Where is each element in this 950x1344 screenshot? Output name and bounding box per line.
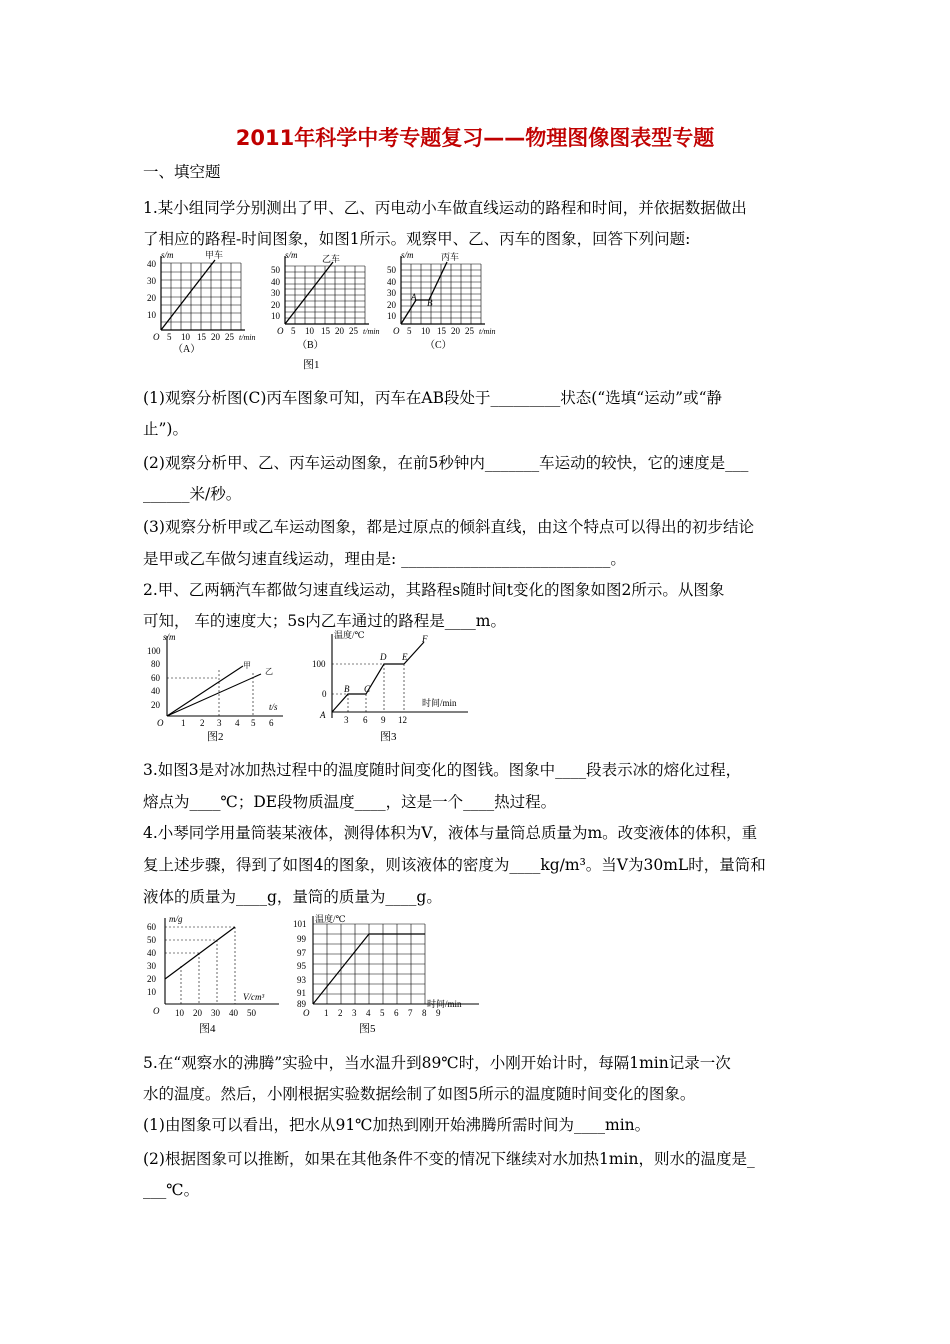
svg-text:15: 15 xyxy=(321,326,330,336)
q1-part1-b: 止”)。 xyxy=(143,420,188,438)
svg-text:6: 6 xyxy=(363,715,368,725)
svg-text:3: 3 xyxy=(344,715,349,725)
svg-text:t/s: t/s xyxy=(269,702,278,712)
svg-text:t/min: t/min xyxy=(363,327,380,336)
svg-text:5: 5 xyxy=(380,1008,385,1018)
page-title: 2011年科学中考专题复习——物理图像图表型专题 xyxy=(235,126,715,150)
svg-text:s/m: s/m xyxy=(161,250,174,260)
svg-text:30: 30 xyxy=(387,288,396,298)
svg-text:O: O xyxy=(157,718,164,728)
svg-text:40: 40 xyxy=(147,259,156,269)
svg-text:时间/min: 时间/min xyxy=(422,698,457,708)
figure-2-caption: 图2 xyxy=(207,731,224,742)
svg-text:1: 1 xyxy=(181,718,186,728)
svg-text:乙: 乙 xyxy=(265,667,273,676)
q3-text-1: 3.如图3是对冰加热过程中的温度随时间变化的图钱。图象中____段表示冰的熔化过程， xyxy=(143,761,742,779)
svg-text:E: E xyxy=(402,652,408,662)
svg-text:20: 20 xyxy=(451,326,460,336)
svg-text:6: 6 xyxy=(269,718,274,728)
svg-text:甲车: 甲车 xyxy=(205,250,224,260)
svg-text:25: 25 xyxy=(465,326,474,336)
svg-text:15: 15 xyxy=(437,326,446,336)
svg-text:12: 12 xyxy=(398,715,407,725)
svg-text:（B）: （B） xyxy=(297,340,324,351)
svg-text:温度/℃: 温度/℃ xyxy=(315,914,346,924)
svg-text:40: 40 xyxy=(229,1008,238,1018)
svg-text:101: 101 xyxy=(293,919,307,929)
svg-text:91: 91 xyxy=(297,988,306,998)
figure-4 xyxy=(143,912,283,1036)
q2-text-2: 可知， 车的速度大；5s内乙车通过的路程是____m。 xyxy=(143,612,506,630)
svg-text:乙车: 乙车 xyxy=(322,254,341,264)
svg-text:30: 30 xyxy=(147,276,156,286)
svg-text:7: 7 xyxy=(408,1008,413,1018)
svg-text:50: 50 xyxy=(247,1008,256,1018)
figure-1 xyxy=(143,248,503,370)
q5-part2-a: (2)根据图象可以推断，如果在其他条件不变的情况下继续对水加热1min，则水的温度是_ xyxy=(143,1150,755,1168)
svg-text:10: 10 xyxy=(271,311,280,321)
svg-text:4: 4 xyxy=(366,1008,371,1018)
q1-part3-a: (3)观察分析甲或乙车运动图象，都是过原点的倾斜直线，由这个特点可以得出的初步结论 xyxy=(143,518,754,536)
svg-text:5: 5 xyxy=(167,332,172,342)
svg-text:20: 20 xyxy=(271,300,280,310)
svg-text:40: 40 xyxy=(387,277,396,287)
svg-text:6: 6 xyxy=(394,1008,399,1018)
svg-text:2: 2 xyxy=(200,718,205,728)
svg-text:20: 20 xyxy=(387,300,396,310)
svg-text:2: 2 xyxy=(338,1008,343,1018)
svg-text:5: 5 xyxy=(407,326,412,336)
svg-text:50: 50 xyxy=(387,265,396,275)
svg-text:1: 1 xyxy=(324,1008,329,1018)
figure-1a xyxy=(147,249,255,355)
svg-text:B: B xyxy=(344,684,350,694)
svg-text:20: 20 xyxy=(151,700,160,710)
figure-5 xyxy=(293,912,483,1036)
svg-text:O: O xyxy=(393,326,400,336)
q5-part1: (1)由图象可以看出，把水从91℃加热到刚开始沸腾所需时间为____min。 xyxy=(143,1116,651,1134)
svg-text:50: 50 xyxy=(271,265,280,275)
q4-text-2: 复上述步骤，得到了如图4的图象，则该液体的密度为____kg/m³。当V为30mL时，量筒和 xyxy=(143,856,766,874)
svg-text:89: 89 xyxy=(297,999,306,1009)
q5-text-1: 5.在“观察水的沸腾”实验中，当水温升到89℃时，小刚开始计时，每隔1min记录一次 xyxy=(143,1054,731,1072)
svg-text:4: 4 xyxy=(235,718,240,728)
svg-text:丙车: 丙车 xyxy=(441,252,460,262)
svg-text:（C）: （C） xyxy=(425,340,452,351)
svg-text:5: 5 xyxy=(251,718,256,728)
svg-text:25: 25 xyxy=(349,326,358,336)
figure-1b xyxy=(271,250,379,351)
q1-part2-a: (2)观察分析甲、乙、丙车运动图象，在前5秒钟内_______车运动的较快，它的速度是___ xyxy=(143,454,749,472)
q2-text-1: 2.甲、乙两辆汽车都做匀速直线运动，其路程s随时间t变化的图象如图2所示。从图象 xyxy=(143,581,725,599)
svg-text:10: 10 xyxy=(421,326,430,336)
svg-text:A: A xyxy=(411,292,417,302)
q1-part3-b: 是甲或乙车做匀速直线运动，理由是: ___________________________。 xyxy=(143,550,626,568)
svg-text:甲: 甲 xyxy=(243,661,251,670)
svg-text:20: 20 xyxy=(147,974,156,984)
q4-text-3: 液体的质量为____g，量筒的质量为____g。 xyxy=(143,888,442,906)
svg-text:O: O xyxy=(303,1008,310,1018)
svg-text:40: 40 xyxy=(147,948,156,958)
svg-text:10: 10 xyxy=(305,326,314,336)
q1-text-1: 1.某小组同学分别测出了甲、乙、丙电动小车做直线运动的路程和时间，并依据数据做出 xyxy=(143,199,747,217)
svg-text:s/m: s/m xyxy=(285,250,298,260)
svg-text:O: O xyxy=(277,326,284,336)
figure-3-caption: 图3 xyxy=(380,731,397,742)
svg-text:时间/min: 时间/min xyxy=(427,999,462,1009)
svg-text:10: 10 xyxy=(387,311,396,321)
figure-4-caption: 图4 xyxy=(199,1023,216,1035)
svg-text:A: A xyxy=(320,710,326,720)
svg-text:60: 60 xyxy=(147,922,156,932)
svg-text:C: C xyxy=(364,684,371,694)
svg-text:99: 99 xyxy=(297,934,306,944)
svg-text:10: 10 xyxy=(147,987,156,997)
svg-text:m/g: m/g xyxy=(169,914,183,924)
svg-text:0: 0 xyxy=(322,689,327,699)
svg-text:15: 15 xyxy=(197,332,206,342)
q1-text-2: 了相应的路程-时间图象，如图1所示。观察甲、乙、丙车的图象，回答下列问题: xyxy=(143,230,691,248)
svg-text:5: 5 xyxy=(291,326,296,336)
svg-text:O: O xyxy=(153,332,160,342)
svg-text:温度/℃: 温度/℃ xyxy=(334,630,365,640)
svg-text:3: 3 xyxy=(352,1008,357,1018)
svg-text:93: 93 xyxy=(297,975,306,985)
svg-text:20: 20 xyxy=(193,1008,202,1018)
q1-part1-a: (1)观察分析图(C)丙车图象可知，丙车在AB段处于_________状态(“选填“运动”或“静 xyxy=(143,389,722,407)
figure-5-caption: 图5 xyxy=(359,1023,376,1035)
svg-text:10: 10 xyxy=(181,332,190,342)
svg-text:40: 40 xyxy=(151,686,160,696)
svg-text:B: B xyxy=(427,298,433,308)
figure-1c xyxy=(387,250,495,351)
svg-text:25: 25 xyxy=(225,332,234,342)
svg-text:95: 95 xyxy=(297,961,306,971)
svg-text:30: 30 xyxy=(211,1008,220,1018)
svg-text:30: 30 xyxy=(147,961,156,971)
svg-text:60: 60 xyxy=(151,673,160,683)
q4-text-1: 4.小琴同学用量筒装某液体，测得体积为V，液体与量筒总质量为m。改变液体的体积，重 xyxy=(143,824,758,842)
figure-1-caption: 图1 xyxy=(303,359,320,370)
svg-text:80: 80 xyxy=(151,659,160,669)
figure-3 xyxy=(312,630,472,742)
svg-text:O: O xyxy=(153,1006,160,1016)
q3-text-2: 熔点为____℃；DE段物质温度____，这是一个____热过程。 xyxy=(143,793,557,811)
svg-text:10: 10 xyxy=(147,310,156,320)
svg-text:F: F xyxy=(422,634,428,644)
svg-text:V/cm³: V/cm³ xyxy=(243,992,265,1002)
svg-text:10: 10 xyxy=(175,1008,184,1018)
svg-text:50: 50 xyxy=(147,935,156,945)
q1-part2-b: ______米/秒。 xyxy=(143,485,242,503)
svg-text:t/min: t/min xyxy=(239,333,256,342)
svg-text:100: 100 xyxy=(147,646,161,656)
q5-text-2: 水的温度。然后，小刚根据实验数据绘制了如图5所示的温度随时间变化的图象。 xyxy=(143,1085,696,1103)
svg-text:30: 30 xyxy=(271,288,280,298)
svg-text:s/m: s/m xyxy=(401,250,414,260)
svg-text:3: 3 xyxy=(217,718,222,728)
svg-text:t/min: t/min xyxy=(479,327,496,336)
svg-text:100: 100 xyxy=(312,659,326,669)
figure-2 xyxy=(143,630,288,742)
svg-text:20: 20 xyxy=(211,332,220,342)
svg-text:40: 40 xyxy=(271,277,280,287)
svg-text:（A）: （A） xyxy=(173,344,201,355)
svg-text:9: 9 xyxy=(381,715,386,725)
svg-text:9: 9 xyxy=(436,1008,441,1018)
svg-text:s/m: s/m xyxy=(163,632,176,642)
svg-text:20: 20 xyxy=(147,293,156,303)
svg-text:D: D xyxy=(380,652,387,662)
section-heading: 一、填空题 xyxy=(143,163,221,181)
svg-text:20: 20 xyxy=(335,326,344,336)
svg-text:8: 8 xyxy=(422,1008,427,1018)
q5-part2-b: ___℃。 xyxy=(143,1181,200,1199)
svg-text:97: 97 xyxy=(297,948,306,958)
